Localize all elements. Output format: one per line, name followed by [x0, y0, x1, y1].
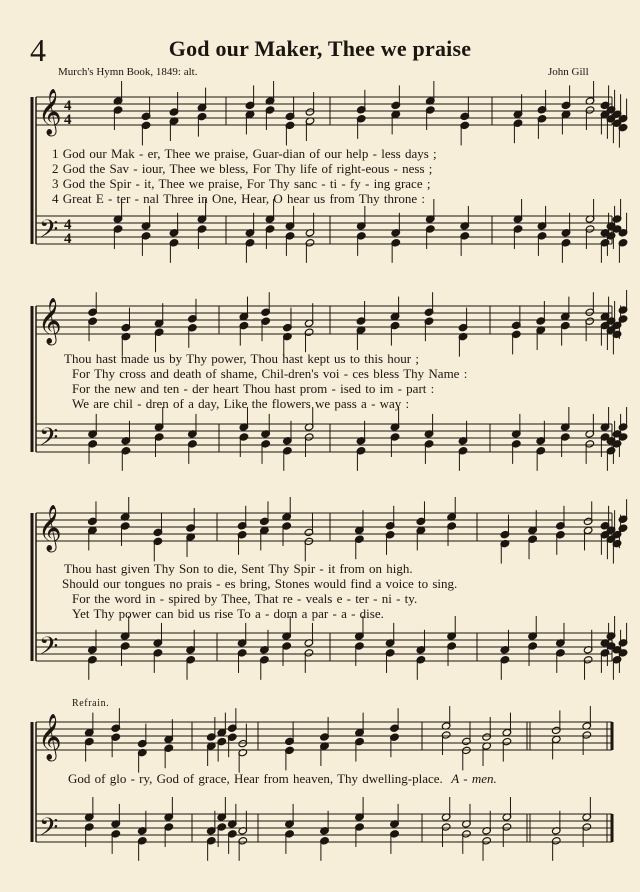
time-signature: 4 — [64, 98, 72, 114]
refrain-lyric — [68, 772, 636, 786]
hymn-composer: John Gill — [548, 66, 589, 78]
refrain-line: God of glo - ry, God of grace, Hear from heaven, Thy dwelling-place. — [68, 771, 443, 786]
time-signature: 4 — [64, 231, 72, 247]
time-signature: 4 — [64, 112, 72, 128]
lyric-line: 2 God the Sav - iour, Thee we bless, For Thy life of right-eous - ness ; — [52, 161, 433, 176]
bass-clef: 𝄢 — [39, 423, 59, 458]
bass-clef: 𝄢 — [39, 632, 59, 667]
amen-text: A - men. — [451, 771, 497, 786]
treble-clef: 𝄞 — [38, 714, 62, 760]
lyric-line: 4 Great E - ter - nal Three in One, Hear, O hear us from Thy throne : — [52, 191, 426, 206]
treble-clef: 𝄞 — [38, 505, 62, 551]
hymn-title: God our Maker, Thee we praise — [168, 36, 472, 61]
lyric-line: 1 God our Mak - er, Thee we praise, Guar-dian of our help - less days ; — [52, 146, 437, 161]
lyric-line: Thou hast given Thy Son to die, Sent Thy Spir - it from on high. — [64, 561, 413, 576]
refrain-label: Refrain. — [72, 698, 110, 709]
lyric-line: For the new and ten - der heart Thou hast prom - ised to im - part : — [72, 381, 435, 396]
lyric-line: Yet Thy power can bid us rise To a - dorn a par - a - dise. — [72, 606, 384, 621]
hymn-source: Murch's Hymn Book, 1849: alt. — [58, 66, 198, 78]
treble-clef: 𝄞 — [38, 89, 62, 135]
bass-clef: 𝄢 — [39, 813, 59, 848]
bass-clef: 𝄢 — [39, 215, 59, 250]
lyric-line: For the word in - spired by Thee, That re - veals e - ter - ni - ty. — [72, 591, 418, 606]
lyric-line: We are chil - dren of a day, Like the flowers we pass a - way : — [72, 396, 410, 411]
lyric-line: Should our tongues no prais - es bring, Stones would find a voice to sing. — [62, 576, 458, 591]
treble-clef: 𝄞 — [38, 298, 62, 344]
lyric-line: 3 God the Spir - it, Thee we praise, For Thy sanc - ti - fy - ing grace ; — [52, 176, 431, 191]
lyric-line: Thou hast made us by Thy power, Thou hast kept us to this hour ; — [64, 351, 419, 366]
hymn-number: 4 — [30, 32, 46, 68]
time-signature: 4 — [64, 217, 72, 233]
lyric-line: For Thy cross and death of shame, Chil-dren's voi - ces bless Thy Name : — [72, 366, 468, 381]
